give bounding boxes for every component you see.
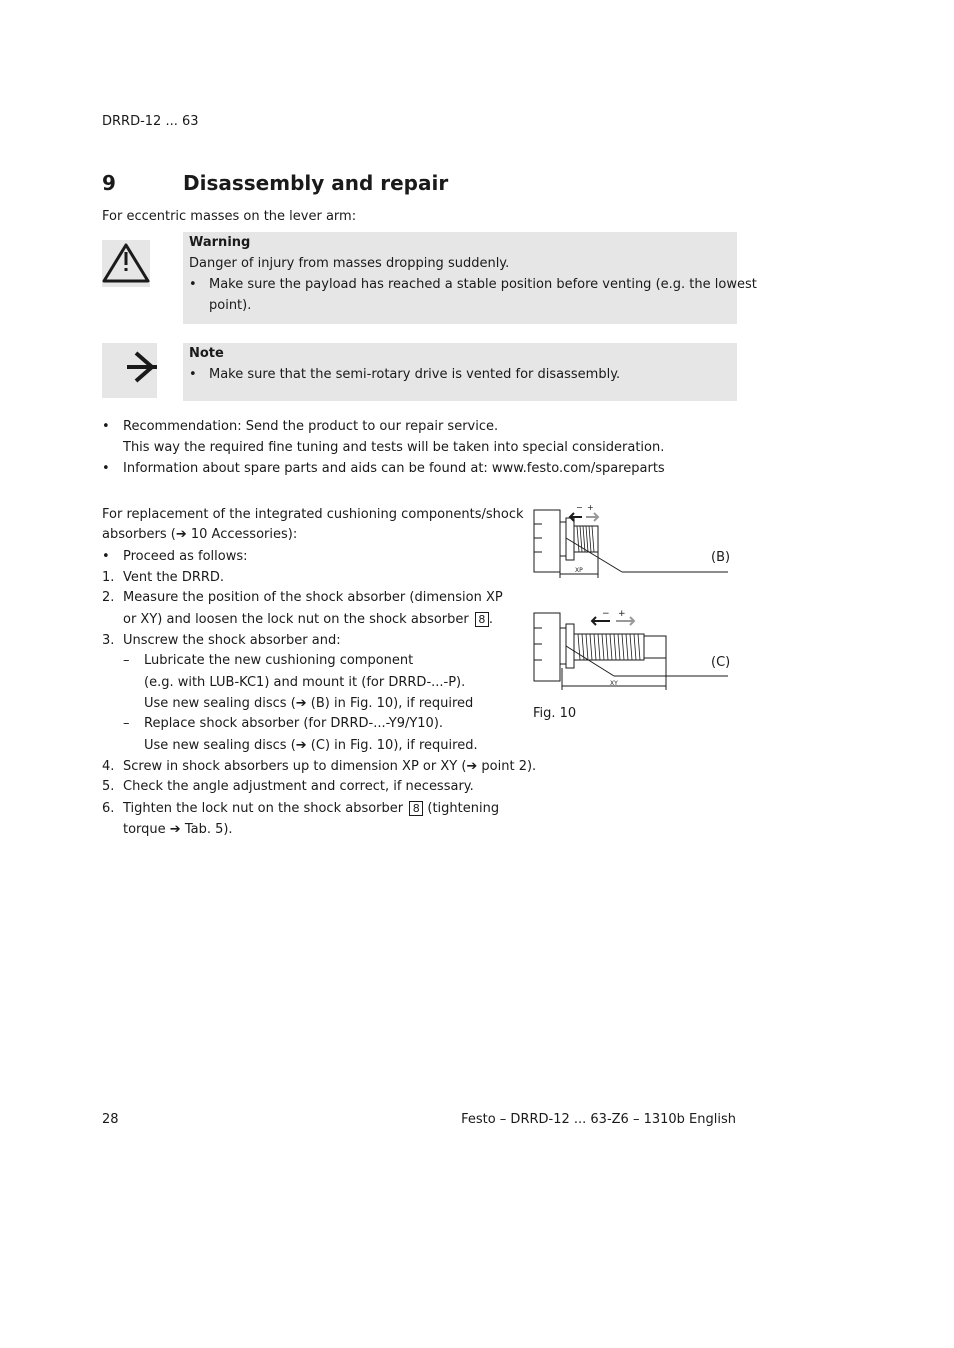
note-title: Note — [189, 346, 224, 361]
section-title: Disassembly and repair — [183, 171, 449, 195]
warning-text: Danger of injury from masses dropping suddenly. — [189, 256, 510, 271]
footer-doc: Festo – DRRD-12 ... 63-Z6 – 1310b English — [461, 1112, 736, 1127]
procedure-intro-line2: absorbers (➔ 10 Accessories): — [102, 527, 298, 542]
sub-2-line2: Use new sealing discs (➔ (C) in Fig. 10), if required. — [144, 738, 478, 753]
adjust-arrows-c — [592, 617, 634, 625]
recommendation-line2: This way the required fine tuning and tests will be taken into special consideration. — [123, 440, 665, 455]
step-1: Vent the DRRD. — [123, 570, 225, 585]
warning-bullet-line2: point). — [209, 298, 252, 313]
plus-sign: + — [587, 503, 594, 512]
dash: – — [123, 716, 130, 731]
sub-1-line1: Lubricate the new cushioning component — [144, 653, 414, 668]
warning-title: Warning — [189, 235, 251, 250]
dimension-xy-label: XY — [610, 680, 618, 687]
figure-10-diagram — [530, 500, 740, 700]
figure-label-b: (B) — [711, 550, 731, 565]
plus-sign: + — [618, 609, 626, 619]
step-6-line1-text: Tighten the lock nut on the shock absorber — [123, 801, 404, 816]
step-2-line2-text: or XY) and loosen the lock nut on the shock absorber — [123, 612, 469, 627]
step-number: 3. — [102, 633, 115, 648]
page-number: 28 — [102, 1112, 119, 1127]
minus-sign: − — [602, 609, 610, 619]
intro-text: For eccentric masses on the lever arm: — [102, 209, 357, 224]
step-4: Screw in shock absorbers up to dimension XP or XY (➔ point 2). — [123, 759, 537, 774]
bullet-dot: • — [102, 461, 110, 476]
sub-2-line1: Replace shock absorber (for DRRD-...-Y9/Y10). — [144, 716, 444, 731]
proceed-text: Proceed as follows: — [123, 549, 248, 564]
running-header: DRRD-12 ... 63 — [102, 114, 199, 129]
figure-label-c: (C) — [711, 655, 731, 670]
step-6-line1 — [123, 800, 499, 818]
component-ref-box: 8 — [475, 612, 489, 627]
sub-1-line3: Use new sealing discs (➔ (B) in Fig. 10), if required — [144, 696, 474, 711]
component-ref-box: 8 — [409, 801, 423, 816]
step-number: 4. — [102, 759, 115, 774]
step-3: Unscrew the shock absorber and: — [123, 633, 341, 648]
spare-parts-info: Information about spare parts and aids can be found at: www.festo.com/spareparts — [123, 461, 665, 476]
figure-caption: Fig. 10 — [533, 706, 577, 721]
note-icon-box — [102, 343, 157, 398]
recommendation-line1: Recommendation: Send the product to our repair service. — [123, 419, 499, 434]
step-2-line2: or XY) and loosen the lock nut on the shock absorber 8 . — [123, 612, 494, 627]
drawing-b — [534, 510, 731, 578]
step-number: 6. — [102, 801, 115, 816]
step-5: Check the angle adjustment and correct, if necessary. — [123, 779, 474, 794]
warning-bullet-dot: • — [189, 277, 197, 292]
bullet-dot: • — [102, 549, 110, 564]
dimension-xp-label: XP — [575, 567, 583, 574]
step-2-line1: Measure the position of the shock absorber (dimension XP — [123, 590, 503, 605]
warning-icon-box — [102, 240, 150, 287]
step-number: 1. — [102, 570, 115, 585]
minus-sign: − — [576, 503, 583, 512]
step-number: 2. — [102, 590, 115, 605]
note-bullet-dot: • — [189, 367, 197, 382]
step-number: 5. — [102, 779, 115, 794]
warning-bullet-line1: Make sure the payload has reached a stable position before venting (e.g. the lowest — [209, 277, 757, 292]
warning-triangle-icon — [102, 240, 150, 287]
note-bullet-text: Make sure that the semi-rotary drive is vented for disassembly. — [209, 367, 621, 382]
procedure-intro-line1: For replacement of the integrated cushioning components/shock — [102, 507, 524, 522]
dash: – — [123, 653, 130, 668]
adjust-arrows-b — [570, 513, 598, 521]
section-number: 9 — [102, 171, 116, 195]
step-6-line2: torque ➔ Tab. 5). — [123, 822, 233, 837]
bullet-dot: • — [102, 419, 110, 434]
arrow-right-icon — [102, 343, 157, 398]
sub-1-line2: (e.g. with LUB-KC1) and mount it (for DRRD-...-P). — [144, 675, 466, 690]
step-6-line1-end: (tightening — [427, 801, 500, 816]
